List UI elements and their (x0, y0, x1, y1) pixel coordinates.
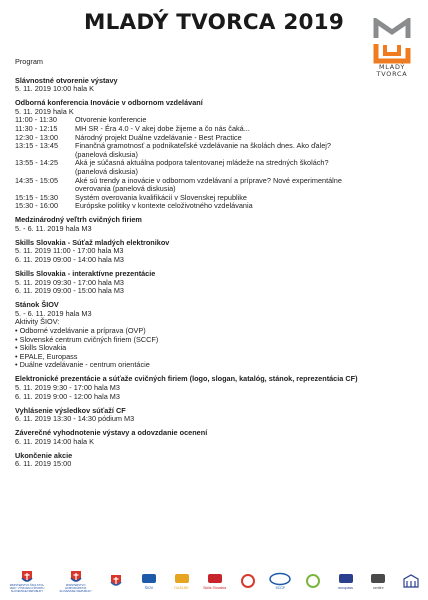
schedule-row (15, 159, 355, 176)
schedule-row (15, 142, 355, 159)
centire-mark-icon (367, 572, 389, 586)
schedule-description: Európske politiky v kontexte celoživotného vzdelávania (75, 201, 253, 211)
partner-logo (105, 569, 127, 593)
program-section (15, 301, 355, 370)
schedule-row (15, 202, 355, 211)
program-section (15, 270, 355, 296)
section-line: 6. 11. 2019 09:00 - 15:00 hala M3 (15, 286, 124, 296)
partner-logo (302, 569, 324, 593)
sccf-mark-icon (269, 572, 291, 586)
schedule-time: 15:15 - 15:30 (15, 192, 59, 202)
partner-logo (367, 569, 389, 593)
mlady-tvorca-logo (364, 18, 420, 79)
logo-text-mlady: MLADÝ (378, 63, 406, 71)
section-title: Odborná konferencia Inovácie v odbornom vzdelávaní (15, 98, 203, 108)
section-title: Slávnostné otvorenie výstavy (15, 75, 118, 85)
section-line: 6. 11. 2019 15:00 (15, 459, 72, 469)
tree-mark-icon (302, 574, 324, 588)
partner-logos (8, 568, 422, 594)
section-line: 5. - 6. 11. 2019 hala M3 (15, 308, 92, 318)
partner-logo (237, 569, 259, 593)
section-title: Záverečné vyhodnotenie výstavy a odovzdanie ocenení (15, 428, 208, 438)
section-title: Vyhlásenie výsledkov súťaží CF (15, 405, 126, 415)
section-line: 5. 11. 2019 hala K (15, 106, 74, 116)
dual-mark-icon (171, 572, 193, 586)
section-line: • EPALE, Europass (15, 351, 78, 361)
program-sections (15, 75, 358, 469)
partner-logo-text: centire (372, 586, 384, 590)
logo-text-tvorca: TVORCA (376, 70, 408, 79)
partner-logo (335, 569, 357, 593)
partner-logo-text: SCCF (275, 586, 286, 590)
partner-logo-text: DUÁLNE (174, 586, 189, 590)
partner-logo-text: MINISTERSTVO ŠKOLSTVA, VEDY, VÝSKUMU A ŠPORTU SLOVENSKEJ REPUBLIKY (9, 583, 45, 593)
schedule-time: 13:55 - 14:25 (15, 158, 59, 168)
schedule-time: 12:30 - 13:00 (15, 132, 59, 142)
schedule-time: 15:30 - 16:00 (15, 201, 59, 211)
section-line: 6. 11. 2019 13:30 - 14:30 pódium M3 (15, 414, 135, 424)
program (15, 57, 358, 469)
section-line: 6. 11. 2019 09:00 - 14:00 hala M3 (15, 255, 124, 265)
partner-logo-text: ŠIOV (144, 586, 154, 590)
program-section (15, 407, 355, 424)
schedule-description: Finančná gramotnosť a podnikateľské vzdelávanie na školách dnes. Ako ďalej? (panelová diskusia) (75, 141, 331, 159)
schedule-description: MH SR - Éra 4.0 - V akej dobe žijeme a čo nás čaká... (75, 123, 250, 133)
schedule-time: 11:00 - 11:30 (15, 115, 57, 125)
page-title: MLADÝ TVORCA 2019 (84, 10, 344, 35)
schedule-description: Národný projekt Duálne vzdelávanie - Best Practice (75, 132, 242, 142)
section-line: • Odborné vzdelávanie a príprava (OVP) (15, 325, 146, 335)
siov-mark-icon (138, 572, 160, 586)
schedule-description: Aká je súčasná aktuálna podpora talentovanej mládeže na stredných školách? (panelová diskusia) (75, 158, 329, 176)
section-line: Aktivity ŠIOV: (15, 317, 60, 327)
skills-mark-icon (204, 572, 226, 586)
nsk-mark-icon (237, 574, 259, 588)
mt-logo-icon (373, 18, 411, 64)
coat-of-arms-icon (65, 570, 87, 584)
partner-logo (203, 569, 226, 593)
partner-logo (400, 569, 422, 593)
section-line: 5. 11. 2019 11:00 - 17:00 hala M3 (15, 246, 124, 256)
europass-mark-icon (335, 572, 357, 586)
section-title: Stánok ŠIOV (15, 300, 59, 310)
program-section (15, 429, 355, 446)
schedule-time: 14:35 - 15:05 (15, 175, 59, 185)
program-heading: Program (15, 57, 43, 66)
section-line: • Duálne vzdelávanie - centrum orientácie (15, 360, 150, 370)
section-line: 5. - 6. 11. 2019 hala M3 (15, 223, 92, 233)
program-section (15, 452, 355, 469)
schedule-description: Systém overovania kvalifikácií v Slovenskej republike (75, 192, 247, 202)
partner-logo (57, 569, 95, 593)
region-crest-icon (105, 574, 127, 588)
partner-logo-text: Skills Slovakia (203, 586, 227, 590)
schedule-row (15, 177, 355, 194)
section-line: • Skills Slovakia (15, 343, 67, 353)
schedule-time: 11:30 - 12:15 (15, 123, 58, 133)
section-title: Medzinárodný veľtrh cvičných firiem (15, 215, 142, 225)
partner-logo (171, 569, 193, 593)
section-title: Elektronické prezentácie a súťaže cvičných firiem (logo, slogan, katalóg, stánok, reprezentácia CF) (15, 374, 358, 384)
section-line: 6. 11. 2019 9:00 - 12:00 hala M3 (15, 391, 120, 401)
partner-logo-text: MINISTERSTVO HOSPODÁRSTVA SLOVENSKEJ REPUBLIKY (59, 583, 92, 593)
program-section (15, 77, 355, 94)
section-line: • Slovenské centrum cvičných firiem (SCCF) (15, 334, 159, 344)
section-line: 6. 11. 2019 14:00 hala K (15, 436, 94, 446)
program-section (15, 99, 355, 211)
schedule-description: Aké sú trendy a inovácie v odbornom vzdelávaní a príprave? Nové experimentálne overovania (panelová diskusia) (75, 175, 342, 194)
section-line: 5. 11. 2019 10:00 hala K (15, 84, 94, 94)
section-title: Skills Slovakia - interaktívne prezentácie (15, 269, 156, 279)
partner-logo (138, 569, 160, 593)
building-mark-icon (400, 574, 422, 588)
program-section (15, 216, 355, 233)
partner-logo (269, 569, 291, 593)
coat-of-arms-icon (16, 570, 38, 584)
schedule-description: Otvorenie konferencie (75, 115, 147, 125)
partner-logo (8, 569, 46, 593)
section-title: Skills Slovakia - Súťaž mladých elektronikov (15, 237, 170, 247)
partner-logo-text: europass (338, 586, 353, 590)
section-title: Ukončenie akcie (15, 450, 73, 460)
program-section (15, 374, 358, 401)
schedule-time: 13:15 - 13:45 (15, 141, 59, 151)
program-section (15, 239, 355, 265)
section-line: 5. 11. 2019 09:30 - 17:00 hala M3 (15, 277, 124, 287)
section-line: 5. 11. 2019 9:30 - 17:00 hala M3 (15, 382, 120, 392)
